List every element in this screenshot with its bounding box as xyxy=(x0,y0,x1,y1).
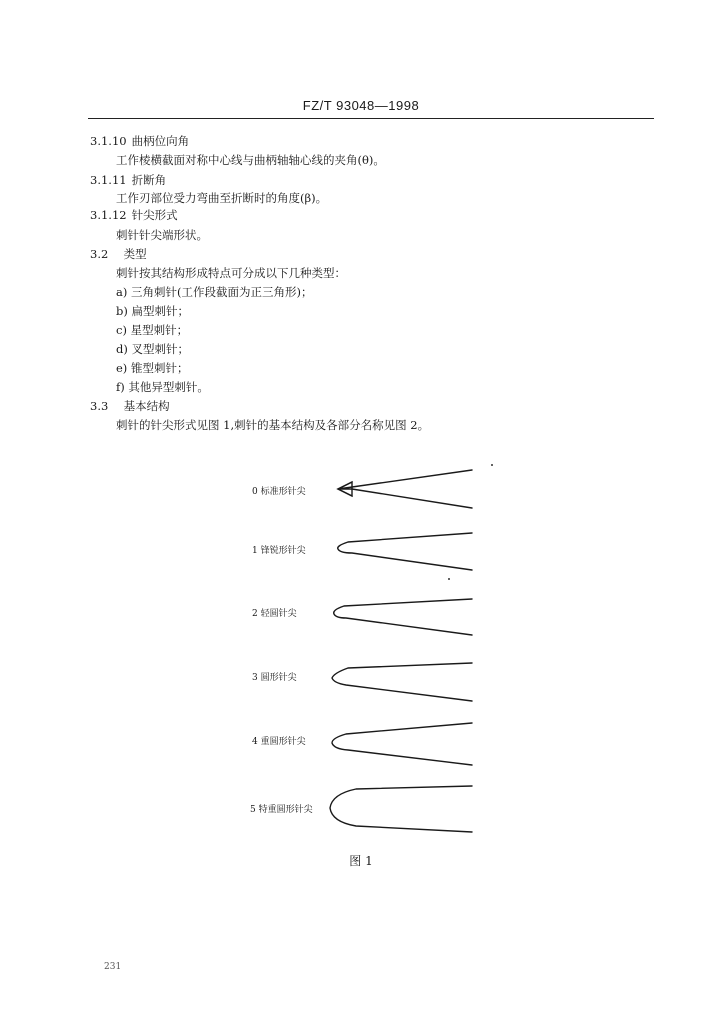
section-3-2-heading xyxy=(90,247,147,261)
section-3-1-12-heading xyxy=(90,208,178,222)
section-number: 3.2 xyxy=(90,247,109,261)
figure-caption: 图 1 xyxy=(349,854,373,868)
tip-shape-4 xyxy=(332,723,472,765)
standard-number: FZ/T 93048—1998 xyxy=(302,98,420,113)
tip-label-1: 1 锋锐形针尖 xyxy=(252,546,306,556)
type-item-d: d) 叉型刺针； xyxy=(116,342,190,356)
section-number: 3.1.12 xyxy=(90,208,127,222)
section-number: 3.1.10 xyxy=(90,134,127,148)
section-3-3-body: 刺针的针尖形式见图 1,刺针的基本结构及各部分名称见图 2。 xyxy=(116,418,430,432)
figure-1-needle-tips xyxy=(240,460,510,850)
tip-shape-5 xyxy=(330,786,472,832)
tip-shape-0 xyxy=(338,470,472,508)
tip-label-2: 2 轻圆针尖 xyxy=(252,609,297,619)
section-3-2-body: 刺针按其结构形成特点可分成以下几种类型： xyxy=(116,266,346,280)
section-number: 3.1.11 xyxy=(90,173,127,187)
section-title: 基本结构 xyxy=(123,399,170,413)
section-3-1-10-heading xyxy=(90,134,189,148)
tip-label-5: 5 特重圆形针尖 xyxy=(250,805,313,815)
tip-shape-3 xyxy=(332,663,472,701)
type-item-a: a) 三角刺针(工作段截面为正三角形)； xyxy=(116,285,313,299)
page-number: 231 xyxy=(104,962,122,972)
section-3-1-11-body: 工作刃部位受力弯曲至折断时的角度(β)。 xyxy=(116,191,328,205)
type-item-b: b) 扁型刺针； xyxy=(116,304,190,318)
scan-speck xyxy=(491,464,493,466)
tip-shape-2 xyxy=(334,599,472,635)
section-title: 类型 xyxy=(123,247,147,261)
section-3-1-11-heading xyxy=(90,173,166,187)
type-item-e: e) 锥型刺针； xyxy=(116,361,189,375)
scan-speck xyxy=(448,578,450,580)
section-number: 3.3 xyxy=(90,399,109,413)
header-rule xyxy=(88,118,654,119)
tip-label-0: 0 标准形针尖 xyxy=(252,487,306,497)
section-3-1-10-body: 工作棱横截面对称中心线与曲柄轴轴心线的夹角(θ)。 xyxy=(116,153,385,167)
needle-tip-drawings xyxy=(240,460,510,850)
section-3-3-heading xyxy=(90,399,170,413)
section-title: 曲柄位向角 xyxy=(131,134,190,148)
type-item-c: c) 星型刺针； xyxy=(116,323,189,337)
section-title: 针尖形式 xyxy=(131,208,178,222)
section-3-1-12-body: 刺针针尖端形状。 xyxy=(116,228,208,242)
tip-shape-1 xyxy=(338,533,472,570)
tip-label-4: 4 重圆形针尖 xyxy=(252,737,306,747)
tip-label-3: 3 圆形针尖 xyxy=(252,673,297,683)
type-item-f: f) 其他异型刺针。 xyxy=(116,380,209,394)
section-title: 折断角 xyxy=(131,173,167,187)
